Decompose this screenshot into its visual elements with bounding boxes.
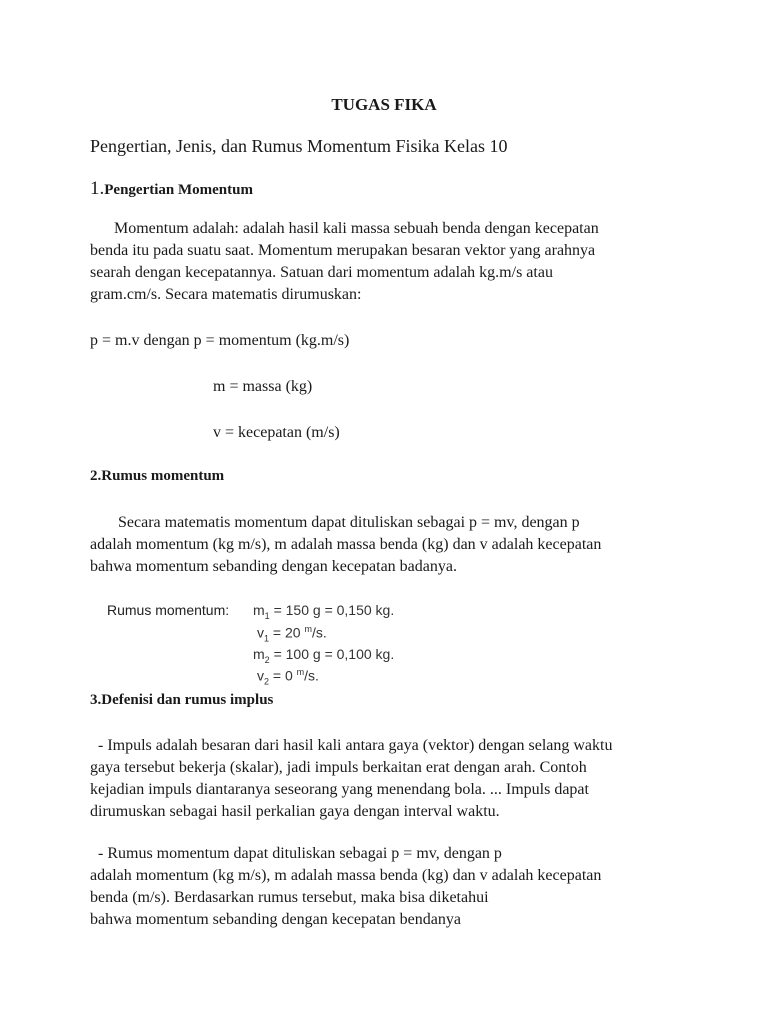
- section1-heading: [90, 178, 253, 200]
- section2-line: bahwa momentum sebanding dengan kecepatan badanya.: [90, 558, 457, 575]
- section2-paragraph: [90, 512, 601, 578]
- section3-line: - Impuls adalah besaran dari hasil kali antara gaya (vektor) dengan selang waktu: [98, 737, 613, 754]
- section1-line: gram.cm/s. Secara matematis dirumuskan:: [90, 286, 362, 303]
- section2-line: adalah momentum (kg m/s), m adalah massa benda (kg) dan v adalah kecepatan: [90, 536, 602, 553]
- rumus-v2: $v_2 = 0$ $^m$/s.: [257, 667, 319, 687]
- rumus-v1: $v_1 = 20$ $^m$/s.: [257, 624, 327, 644]
- rumus-m2: $m_2 = 100$ g = 0,100 kg.: [253, 646, 395, 665]
- formula-line-m: m = massa (kg): [213, 378, 313, 395]
- section2-heading: 2.Rumus momentum: [90, 468, 225, 484]
- section1-line: searah dengan kecepatannya. Satuan dari momentum adalah kg.m/s atau: [90, 264, 553, 281]
- rumus-m1: $m_1 = 150$ g = 0,150 kg.: [253, 602, 395, 621]
- section1-line: Momentum adalah: adalah hasil kali massa sebuah benda dengan kecepatan: [114, 220, 599, 237]
- section3-paragraph-1: [90, 735, 612, 823]
- section3-line: kejadian impuls diantaranya seseorang yang menendang bola. ... Impuls dapat: [90, 781, 589, 798]
- section3-line: bahwa momentum sebanding dengan kecepatan bendanya: [90, 911, 461, 928]
- formula-line-v: v = kecepatan (m/s): [213, 424, 340, 441]
- section3-line: - Rumus momentum dapat dituliskan sebagai p = mv, dengan p: [98, 845, 502, 862]
- section3-line: dirumuskan sebagai hasil perkalian gaya dengan interval waktu.: [90, 803, 500, 820]
- document-title: TUGAS FIKA: [331, 95, 437, 114]
- section2-line: Secara matematis momentum dapat dituliskan sebagai p = mv, dengan p: [118, 514, 580, 531]
- section1-heading-text: Pengertian Momentum: [104, 182, 253, 198]
- section1-number: 1.: [90, 178, 105, 199]
- section3-line: adalah momentum (kg m/s), m adalah massa benda (kg) dan v adalah kecepatan: [90, 867, 602, 884]
- section1-line: benda itu pada suatu saat. Momentum merupakan besaran vektor yang arahnya: [90, 242, 596, 259]
- section3-heading: 3.Defenisi dan rumus implus: [90, 692, 274, 708]
- section1-paragraph: [90, 218, 599, 306]
- rumus-label: Rumus momentum:: [107, 602, 230, 618]
- formula-line-p: p = m.v dengan p = momentum (kg.m/s): [90, 332, 350, 349]
- section3-line: gaya tersebut bekerja (skalar), jadi impuls berkaitan erat dengan arah. Contoh: [90, 759, 587, 776]
- document-subtitle: Pengertian, Jenis, dan Rumus Momentum Fisika Kelas 10: [90, 136, 508, 156]
- section3-paragraph-2: [90, 843, 601, 931]
- section3-line: benda (m/s). Berdasarkan rumus tersebut, maka bisa diketahui: [90, 889, 489, 906]
